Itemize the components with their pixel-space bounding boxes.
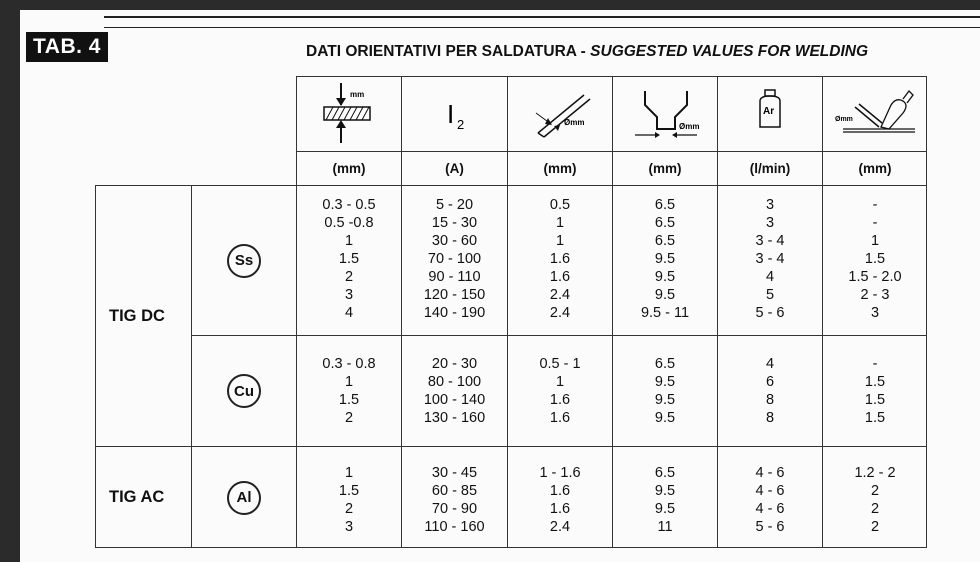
gas-flow-header [717, 76, 822, 151]
cell-value: 110 - 160 [424, 519, 485, 535]
cell-value: 6.5 [654, 215, 676, 231]
cell-value: 4 - 6 [755, 465, 785, 481]
cell-value: 1 [870, 233, 880, 249]
cell-value: 6 [765, 374, 775, 390]
cell-value: 8 [765, 392, 775, 408]
cell-value: 0.3 - 0.5 [322, 197, 376, 213]
cell-value: 9.5 [654, 410, 676, 426]
rod-mm-label: Ømm [835, 116, 853, 123]
material-badge-al: Al [227, 481, 261, 515]
cell-value: 9.5 [654, 483, 676, 499]
cell-value: 6.5 [654, 356, 676, 372]
cell-value: 1.6 [549, 410, 571, 426]
cell-value: 11 [657, 519, 673, 535]
cell-value: 1.5 [338, 392, 360, 408]
thickness-mm-label: mm [350, 90, 365, 99]
table-right-border [926, 76, 927, 548]
cell-value: 130 - 160 [423, 410, 486, 426]
cell-value: 1.5 [864, 374, 886, 390]
cell-value: 1.2 - 2 [854, 465, 896, 481]
cell-cu-gas-flow [717, 335, 822, 446]
cell-al-filler-rod [822, 446, 927, 548]
table-title [306, 43, 868, 61]
cell-value: 6.5 [654, 233, 676, 249]
cell-ss-gas-flow [717, 185, 822, 335]
cell-value: 3 - 4 [755, 233, 785, 249]
current-subscript: 2 [457, 117, 465, 132]
cell-value: 60 - 85 [431, 483, 478, 499]
title-italian: DATI ORIENTATIVI PER SALDATURA - [306, 43, 591, 60]
cell-value: 1.5 - 2.0 [848, 269, 902, 285]
nozzle-header [612, 76, 717, 151]
cell-value: 6.5 [654, 465, 676, 481]
cell-value: 1 [555, 233, 565, 249]
cell-value: 1 [555, 374, 565, 390]
table-number-badge: TAB. 4 [26, 32, 108, 62]
cell-value: 9.5 [654, 501, 676, 517]
current-symbol: I [447, 99, 455, 129]
cell-value: 9.5 [654, 251, 676, 267]
gas-label: Ar [763, 106, 775, 117]
cell-value: 3 [344, 519, 354, 535]
material-badge-ss: Ss [227, 244, 261, 278]
cell-cu-electrode [507, 335, 612, 446]
cell-value: 0.5 - 1 [539, 356, 581, 372]
cell-value: 1.6 [549, 483, 571, 499]
cell-value: 3 - 4 [755, 251, 785, 267]
cell-value: 1.5 [864, 251, 886, 267]
cell-value: 140 - 190 [423, 305, 486, 321]
cell-cu-nozzle [612, 335, 717, 446]
cell-ss-filler-rod [822, 185, 927, 335]
cell-value: 80 - 100 [427, 374, 482, 390]
cell-value: 1.5 [864, 392, 886, 408]
material-cu-cell [191, 335, 296, 446]
cell-value: - [872, 215, 878, 231]
cell-value: 2.4 [549, 287, 571, 303]
cell-value: 5 - 20 [435, 197, 474, 213]
cell-value: 70 - 100 [427, 251, 482, 267]
cell-value: 1.6 [549, 392, 571, 408]
cell-value: 1.5 [864, 410, 886, 426]
cell-al-nozzle [612, 446, 717, 548]
cell-value: 1.6 [549, 251, 571, 267]
material-ss-cell [191, 185, 296, 335]
title-english: SUGGESTED VALUES FOR WELDING [590, 43, 869, 60]
electrode-header [507, 76, 612, 151]
cell-ss-thickness [296, 185, 401, 335]
top-rule [104, 16, 980, 18]
cell-value: 90 - 110 [428, 269, 481, 285]
cell-value: 3 [765, 197, 775, 213]
cell-cu-filler-rod [822, 335, 927, 446]
cell-value: 30 - 60 [431, 233, 478, 249]
gas-cylinder-icon [718, 77, 822, 151]
cell-value: 0.5 [549, 197, 571, 213]
cell-value: 1 [555, 215, 565, 231]
filler-rod-header [822, 76, 927, 151]
nozzle-mm-label: Ømm [679, 122, 700, 131]
unit-electrode: (mm) [507, 151, 612, 185]
table-bottom-border [95, 547, 927, 548]
cell-value: 9.5 [654, 374, 676, 390]
cell-al-electrode [507, 446, 612, 548]
cell-value: 2 - 3 [860, 287, 890, 303]
cell-value: 1 [344, 233, 354, 249]
cell-value: 1.5 [338, 483, 360, 499]
electrode-icon [508, 77, 612, 151]
cell-value: 2 [870, 483, 880, 499]
cell-value: 4 [765, 269, 775, 285]
cell-value: 8 [765, 410, 775, 426]
cell-cu-thickness [296, 335, 401, 446]
cell-value: 3 [870, 305, 880, 321]
cell-value: 6.5 [654, 197, 676, 213]
cell-value: 4 - 6 [755, 483, 785, 499]
cell-value: 9.5 [654, 392, 676, 408]
cell-al-gas-flow [717, 446, 822, 548]
cell-value: 9.5 - 11 [640, 305, 690, 321]
cell-value: 0.3 - 0.8 [322, 356, 376, 372]
cell-value: 0.5 -0.8 [324, 215, 374, 231]
cell-value: 2.4 [549, 519, 571, 535]
cell-value: 1.6 [549, 501, 571, 517]
cell-value: 5 - 6 [755, 305, 785, 321]
cell-value: 70 - 90 [431, 501, 478, 517]
cell-value: 100 - 140 [423, 392, 486, 408]
unit-thickness: (mm) [296, 151, 401, 185]
cell-value: - [872, 356, 878, 372]
cell-value: 9.5 [654, 287, 676, 303]
material-al-cell [191, 446, 296, 548]
cell-value: 1.5 [338, 251, 360, 267]
cell-cu-current [401, 335, 507, 446]
cell-value: 5 [765, 287, 775, 303]
process-tig-ac: TIG AC [95, 446, 191, 548]
cell-ss-current [401, 185, 507, 335]
cell-value: 1.6 [549, 269, 571, 285]
cell-value: 4 - 6 [755, 501, 785, 517]
top-rule-thin [104, 27, 980, 28]
cell-value: 2 [344, 269, 354, 285]
cell-value: 1 - 1.6 [539, 465, 581, 481]
cell-ss-electrode [507, 185, 612, 335]
filler-rod-icon [823, 77, 927, 151]
nozzle-icon [613, 77, 717, 151]
cell-value: 2 [344, 410, 354, 426]
cell-value: 9.5 [654, 269, 676, 285]
cell-value: 30 - 45 [431, 465, 478, 481]
cell-al-thickness [296, 446, 401, 548]
cell-ss-nozzle [612, 185, 717, 335]
current-header [401, 76, 507, 151]
cell-value: 2.4 [549, 305, 571, 321]
cell-value: 15 - 30 [431, 215, 478, 231]
cell-value: 120 - 150 [423, 287, 486, 303]
process-tig-dc: TIG DC [95, 185, 191, 446]
cell-value: 4 [344, 305, 354, 321]
unit-nozzle: (mm) [612, 151, 717, 185]
unit-filler-rod: (mm) [822, 151, 927, 185]
unit-current: (A) [401, 151, 507, 185]
cell-value: 4 [765, 356, 775, 372]
electrode-mm-label: Ømm [564, 118, 585, 127]
cell-value: 1 [344, 465, 354, 481]
plate-thickness-icon [297, 77, 401, 151]
cell-al-current [401, 446, 507, 548]
cell-value: 3 [765, 215, 775, 231]
cell-value: 2 [870, 519, 880, 535]
cell-value: 1 [344, 374, 354, 390]
cell-value: 20 - 30 [431, 356, 478, 372]
cell-value: 5 - 6 [755, 519, 785, 535]
unit-gas-flow: (l/min) [717, 151, 822, 185]
material-badge-cu: Cu [227, 374, 261, 408]
cell-value: - [872, 197, 878, 213]
thickness-header [296, 76, 401, 151]
cell-value: 2 [870, 501, 880, 517]
cell-value: 2 [344, 501, 354, 517]
current-icon [402, 77, 507, 151]
cell-value: 3 [344, 287, 354, 303]
document-page [20, 10, 980, 562]
